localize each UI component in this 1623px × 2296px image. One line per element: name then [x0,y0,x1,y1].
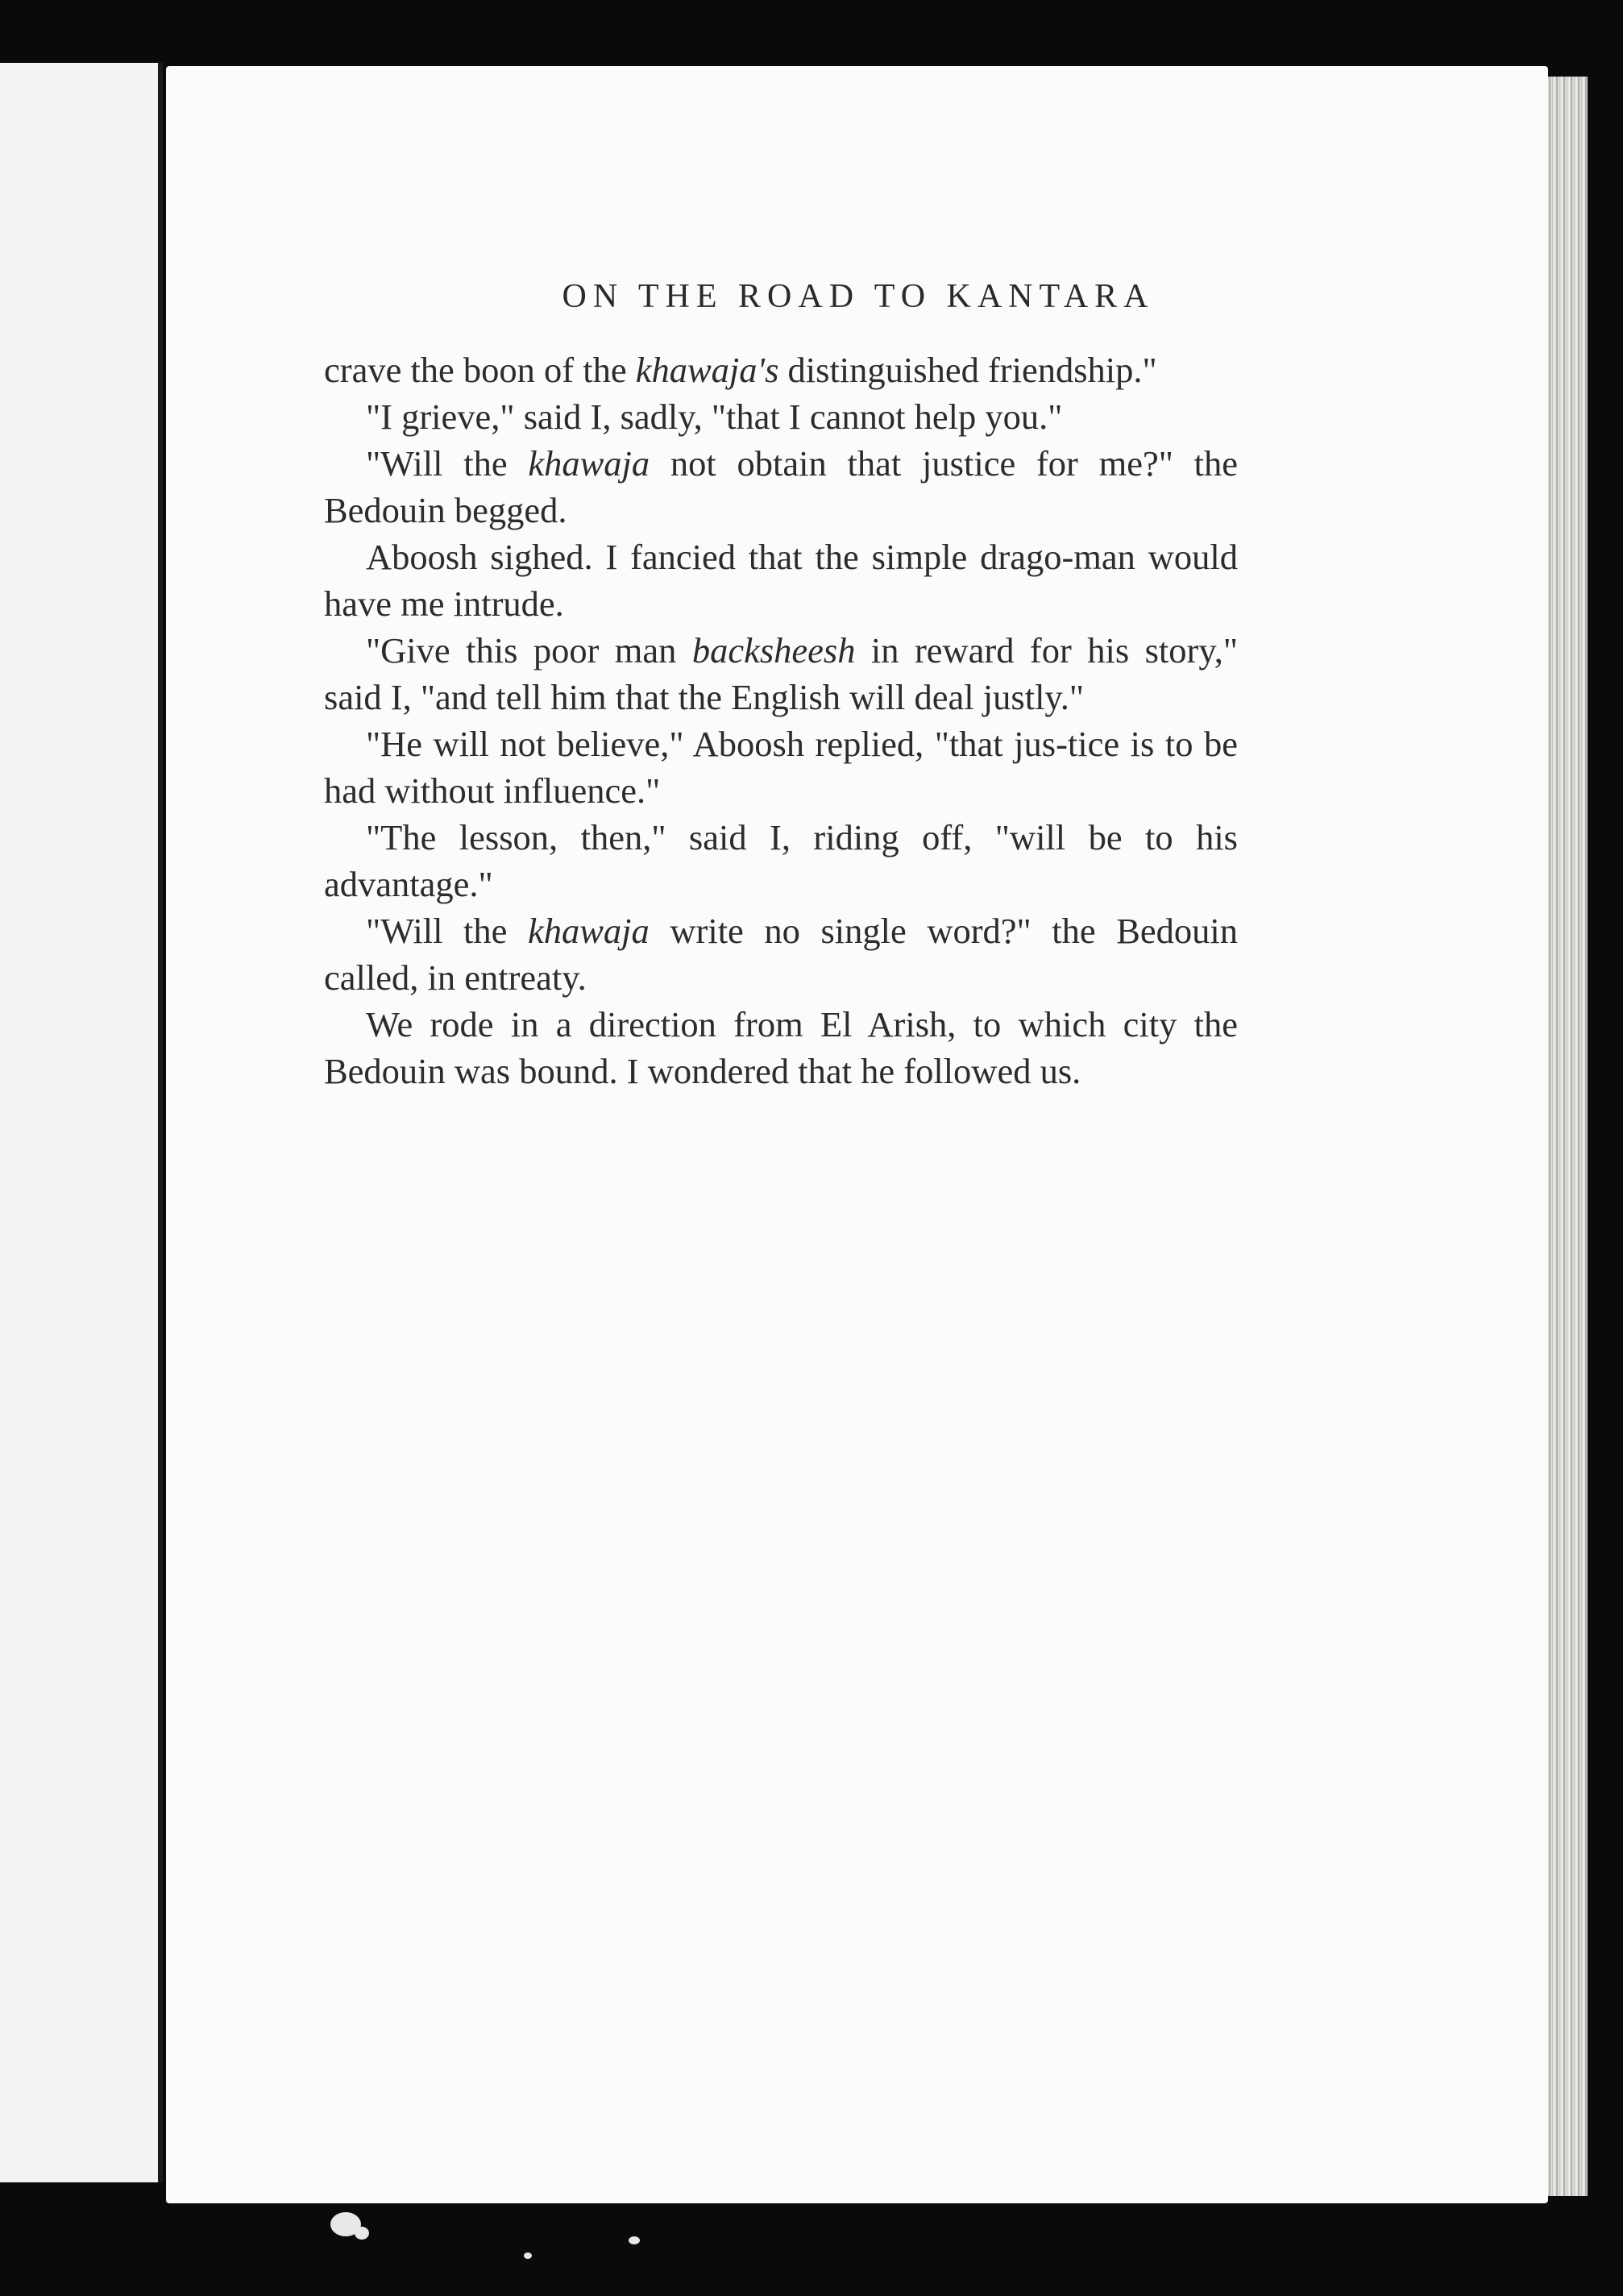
paragraph [324,907,1238,1001]
paragraph-text: "I grieve," said I, sadly, "that I cannot help you." [366,397,1063,437]
paragraph [324,720,1238,814]
paragraph-text: Aboosh sighed. I fancied that the simple drago-man would have me intrude. [324,537,1238,624]
paragraph-text: "Will the [366,911,528,951]
paragraph-text: "He will not believe," Aboosh replied, "that jus-tice is to be had without influence." [324,724,1238,811]
paragraph [324,440,1238,534]
paragraph-text: write no single word?" the Bedouin called, in entreaty. [324,911,1239,998]
paragraph-text: "Give this poor man [366,630,692,671]
paragraph [324,393,1238,440]
scan-debris [322,2204,806,2293]
facing-page-edge [0,63,163,2182]
running-head: ON THE ROAD TO KANTARA [562,278,1155,315]
paragraph-text: We rode in a direction from El Arish, to which city the Bedouin was bound. I wondered that he followed us. [324,1004,1238,1091]
paragraph-text: not obtain that justice for me?" the Bedouin begged. [324,443,1239,530]
italic-term: khawaja [528,443,650,484]
paragraph-text: distinguished friendship." [778,350,1157,390]
book-page [166,66,1548,2203]
italic-term: backsheesh [691,630,856,671]
paragraph [324,627,1238,720]
paragraph-text: crave the boon of the [324,350,636,390]
paragraph [324,347,1238,393]
page-body-text [324,347,1238,1094]
paragraph-text: "The lesson, then," said I, riding off, "will be to his advantage." [324,817,1238,904]
italic-term: khawaja's [635,350,779,390]
italic-term: khawaja [528,911,650,951]
paragraph-text: "Will the [366,443,529,484]
paragraph-text: in reward for his story," said I, "and tell him that the English will deal justly." [324,630,1238,717]
paragraph [324,534,1238,627]
page-stack-edge [1543,77,1588,2196]
paragraph [324,1001,1238,1094]
paragraph [324,814,1238,907]
